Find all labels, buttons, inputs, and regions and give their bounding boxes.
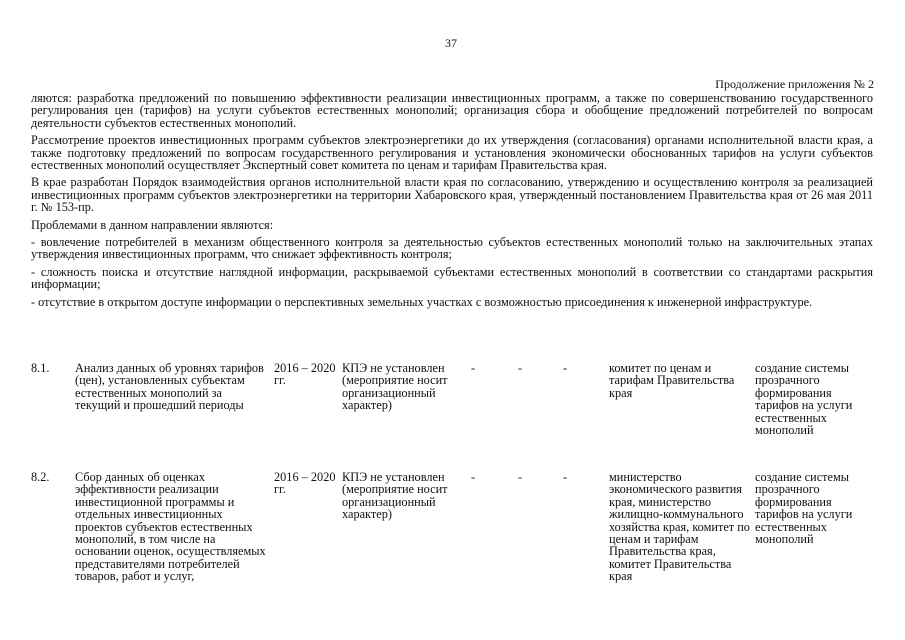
kpi-note: КПЭ не установлен (мероприятие носит организационный характер) bbox=[342, 470, 448, 522]
appendix-label: Продолжение приложения № 2 bbox=[715, 77, 874, 91]
dash-cell: - bbox=[471, 470, 476, 484]
row-number: 8.1. bbox=[31, 361, 50, 375]
paragraph: - вовлечение потребителей в механизм общественного контроля за деятельностью субъектов естественных монополий только на заключительных этапах утверждения инвестиционных программ, что снижает эффективность контроля; bbox=[31, 235, 873, 262]
dash-cell: - bbox=[518, 361, 523, 375]
expected-result: создание системы прозрачного формирования тарифов на услуги естественных монополий bbox=[755, 361, 853, 438]
expected-result: создание системы прозрачного формирования тарифов на услуги естественных монополий bbox=[755, 470, 853, 547]
activity-name: Анализ данных об уровнях тарифов (цен), установленных субъектам естественных монополий за текущий и прошедший периоды bbox=[75, 361, 264, 413]
dash-cell: - bbox=[471, 361, 476, 375]
page-number: 37 bbox=[445, 36, 457, 50]
paragraph: ляются: разработка предложений по повышению эффективности реализации инвестиционных программ, а также по совершенствованию государственного регулирования цен (тарифов) на услуги субъектов естественных монополий; организация сбора и обобщение предложений потребителей по вопросам деятельности субъектов естественных монополий. bbox=[31, 91, 873, 130]
paragraph: Рассмотрение проектов инвестиционных программ субъектов электроэнергетики до их утверждения (согласования) органами исполнительной власти края, а также подготовку предложений по вопросам государственного регулирования и установления экономически обоснованных тарифов на услуги субъектов естественных монополий осуществляет Экспертный совет комитета по ценам и тарифам Правительства края. bbox=[31, 133, 873, 173]
body-text bbox=[31, 92, 873, 313]
responsible: министерство экономического развития края, министерство жилищно-коммунального хозяйства края, комитет по ценам и тарифам Правительства края, комитет Правительства края bbox=[609, 470, 750, 584]
activity-name: Сбор данных об оценках эффективности реализации инвестиционной программы и отдельных инвестиционных проектов субъектов естественных монополий, в том числе на основании оценок, осуществляемых представителями потребителей товаров, работ и услуг, bbox=[75, 470, 266, 584]
paragraph: - отсутствие в открытом доступе информации о перспективных земельных участках с возможностью присоединения к инженерной инфраструктуре. bbox=[31, 294, 813, 309]
paragraph: - сложность поиска и отсутствие наглядной информации, раскрываемой субъектами естественных монополий в соответствии со стандартами раскрытия информации; bbox=[31, 264, 873, 292]
dash-cell: - bbox=[563, 361, 568, 375]
period: 2016 – 2020 гг. bbox=[274, 361, 336, 388]
paragraph: В крае разработан Порядок взаимодействия органов исполнительной власти края по согласованию, утверждению и осуществлению контроля за реализацией инвестиционных программ субъектов электроэнергетики на территории Хабаровского края, утвержденный постановлением Правительства края от 26 мая 2011 г. № 153-пр. bbox=[31, 175, 873, 215]
responsible: комитет по ценам и тарифам Правительства края bbox=[609, 361, 735, 400]
row-number: 8.2. bbox=[31, 470, 50, 484]
kpi-note: КПЭ не установлен (мероприятие носит организационный характер) bbox=[342, 361, 448, 413]
period: 2016 – 2020 гг. bbox=[274, 470, 336, 497]
paragraph: Проблемами в данном направлении являются: bbox=[31, 217, 274, 232]
dash-cell: - bbox=[563, 470, 568, 484]
dash-cell: - bbox=[518, 470, 523, 484]
